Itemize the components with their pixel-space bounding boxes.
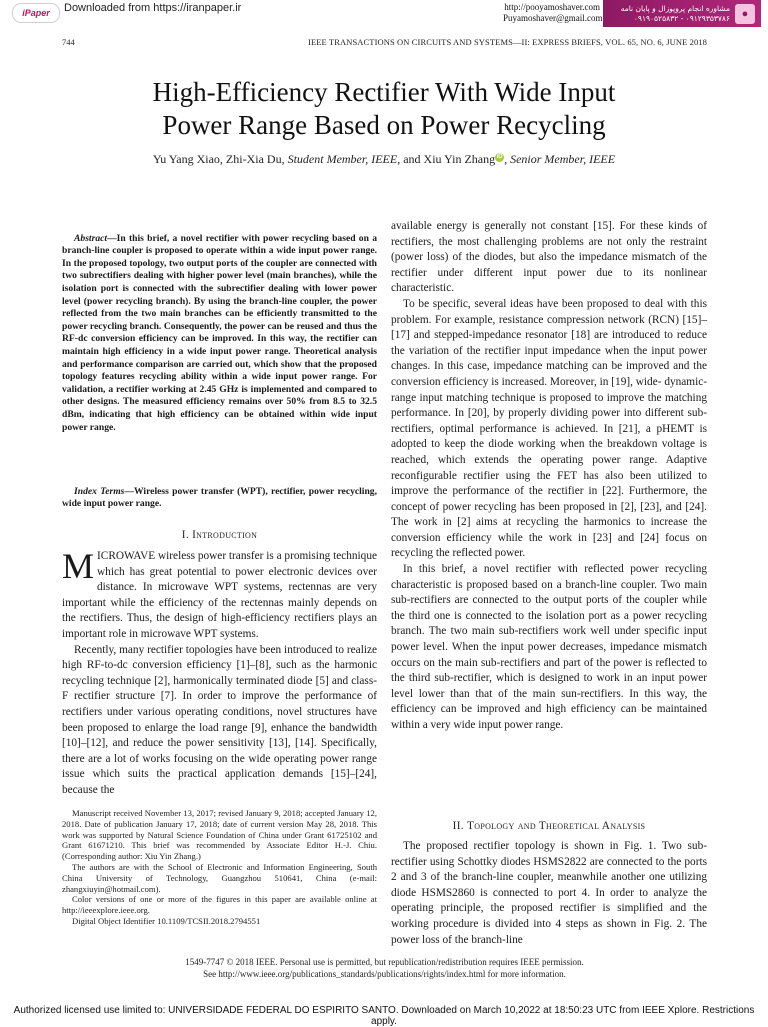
intro-p1-text: ICROWAVE wireless power transfer is a promising technique which has great potential to power electronic devices over distance. In microwave WPT systems, rectennas are very important while the efficiency of the rectennas mainly depends on the rectifiers. Thus, the design of high-efficiency rectifiers plays an important role in microwave WPT systems. <box>62 550 377 640</box>
section-2-body <box>391 839 707 948</box>
right-column <box>391 219 707 734</box>
abstract <box>62 223 377 444</box>
index-terms-lead: Index Terms <box>74 485 125 497</box>
section-1-title: Introduction <box>192 529 258 541</box>
authors-names-1: Yu Yang Xiao, Zhi-Xia Du, <box>152 152 288 166</box>
footnote <box>62 808 377 927</box>
section-1-heading <box>62 529 377 541</box>
section-1-numeral: I. <box>181 529 193 541</box>
copyright-line-2: See http://www.ieee.org/publications_standards/publications/rights/index.html for more information. <box>203 968 566 979</box>
paper-title <box>40 76 728 142</box>
footnote-doi: Digital Object Identifier 10.1109/TCSII.2018.2794551 <box>72 915 261 926</box>
dropcap-letter: M <box>62 546 95 586</box>
footnote-manuscript: Manuscript received November 13, 2017; revised January 9, 2018; accepted January 12, 2018. Date of publication January 17, 2018; date of current version May 28, 2018. This work was supported by Natural Science Foundation of China under Grant 61725102 and Grant 61671210. This brief was recommended by Associate Editor H.-J. Chiu. (Corresponding author: Xiu Yin Zhang.) <box>62 808 377 862</box>
ad-text <box>621 4 730 24</box>
author-membership-2: , Senior Member, IEEE <box>504 152 616 166</box>
journal-header: IEEE TRANSACTIONS ON CIRCUITS AND SYSTEMS—II: EXPRESS BRIEFS, VOL. 65, NO. 6, JUNE 2018 <box>308 37 707 47</box>
intro-paragraph-2: Recently, many rectifier topologies have been introduced to realize high RF-to-dc conversion efficiency [1]–[8], such as the harmonic recycling technique [2], harmonically terminated diode [5] and class-F rectifier structure [7]. In order to improve the performance of rectifiers under various operating conditions, novel structures have been proposed to enlarge the load range [9], enhance the bandwidth [10]–[12], and reduce the power sensitivity [13], [14]. Specifically, there are a lot of works focusing on the wide operating power range issue which suits the practical application demands [15]–[24], because the <box>62 643 377 796</box>
right-paragraph-1: available energy is generally not constant [15]. For these kinds of rectifiers, the most challenging problems are not only the restraint (power loss) of the diodes, but also the impedance mismatch of the rectifier under different input power due to its nonlinear characteristic. <box>391 220 707 295</box>
section-2-numeral: II. <box>452 820 468 832</box>
authorized-use-notice: Authorized licensed use limited to: UNIVERSIDADE FEDERAL DO ESPIRITO SANTO. Downloaded on March 10,2022 at 18:50:23 UTC from IEEE Xplore. Restrictions apply. <box>13 1005 755 1027</box>
author-membership-1: Student Member, IEEE <box>287 152 398 166</box>
contact-block <box>503 2 603 24</box>
title-line-1: High-Efficiency Rectifier With Wide Input <box>152 77 616 107</box>
contact-url: http://pooyamoshaver.com <box>504 2 600 12</box>
intro-paragraph-1 <box>62 546 377 643</box>
section-2-heading <box>391 820 707 832</box>
ad-banner <box>603 0 761 27</box>
right-paragraph-2: To be specific, several ideas have been proposed to deal with this problem. For example, resistance compression network (RCN) [15]–[17] and stepped-impedance resonator [18] are introduced to reduce the variation of the rectifier input impedance when the input power changes. In this case, impedance matching can be improved and the conversion efficiency is increased. Moreover, in [19], wide- dynamic-range input matching technique is proposed to improve the matching performance. In [20], by properly dividing power into different sub-rectifiers, optimal performance is achieved. In [21], a pHEMT is adopted to keep the diode working when the breakdown voltage is reached, which extends the operating power range. Adaptive reconfigurable rectifier using the FET has also been utilized to improve the performance of the rectifier in [22]. Furthermore, the concept of power recycling has been proposed in [2], [23], and [24]. The work in [2] aims at recycling the harmonics to increase the conversion efficiency while the work in [23] and [24] focus on recycling the reflected power. <box>391 297 707 560</box>
footnote-color-versions: Color versions of one or more of the figures in this paper are available online at http://ieeexplore.ieee.org. <box>62 894 377 916</box>
authors-names-2: , and Xiu Yin Zhang <box>397 152 496 166</box>
orcid-icon[interactable]: iD <box>496 154 503 160</box>
ad-line2: ۰۹۱۹۰۵۲۵۸۳۲ - ۰۹۱۲۹۳۵۳۷۸۶ <box>633 13 730 23</box>
footnote-affiliation: The authors are with the School of Electronic and Information Engineering, South China University of Technology, Guangzhou 510641, China (e-mail: zhangxiuyin@hotmail.com). <box>62 861 377 894</box>
title-line-2: Power Range Based on Power Recycling <box>162 110 606 140</box>
abstract-lead: Abstract <box>74 232 108 244</box>
section-2-title: Topology and Theoretical Analysis <box>467 820 646 832</box>
copyright-line-1: 1549-7747 © 2018 IEEE. Personal use is permitted, but republication/redistribution requires IEEE permission. <box>185 957 584 967</box>
iranpaper-logo <box>12 3 60 23</box>
downloaded-from-text: Downloaded from https://iranpaper.ir <box>64 2 242 14</box>
authors-line <box>40 152 728 167</box>
abstract-text: —In this brief, a novel rectifier with power recycling based on a branch-line coupler is proposed to operate within a wide input power range. In the proposed topology, two output ports of the coupler are connected with two subrectifiers dealing with higher power level (main branches), while the isolation port is connected with the subrectifier dealing with lower power level (power recycling branch). By using the branch-line coupler, the power reflected from the two main branches can be efficiently transmitted to the power recycling branch. Consequently, the power can be reused and thus the RF-dc conversion efficiency can be improved. In this way, the rectifier can maintain high efficiency in a wide input power range. Theoretical analysis and performance comparison are carried out, which show that the proposed topology features recycling ability within a wide input power range. For validation, a rectifier working at 2.45 GHz is implemented and compared to other designs. The measured efficiency remains over 50% from 8.5 to 32.5 dBm, indicating that high efficiency can be obtained within wide input power range. <box>62 232 377 433</box>
page-number: 744 <box>62 37 75 47</box>
index-terms <box>62 476 377 520</box>
ad-line1: مشاوره انجام پروپوزال و پایان نامه <box>620 3 730 13</box>
intro-body <box>62 546 377 799</box>
contact-email: Puyamoshaver@gmail.com <box>503 13 603 23</box>
copyright-notice <box>62 957 707 980</box>
graduation-cap-icon: ● <box>735 4 755 24</box>
section-2-paragraph-1: The proposed rectifier topology is shown in Fig. 1. Two sub-rectifier using Schottky diodes HSMS2822 are connected to the ports 2 and 3 of the branch-line coupler, meanwhile another one utilizing diode HSMS2860 is connected to port 4. In order to analyze the operating principle, the proposed rectifier is simplified and the working procedure is divided into 4 steps as shown in Fig. 2. The power loss of the branch-line <box>391 840 707 946</box>
index-terms-text: —Wireless power transfer (WPT), rectifier, power recycling, wide input power range. <box>62 485 377 510</box>
right-paragraph-3: In this brief, a novel rectifier with reflected power recycling characteristic is proposed based on a branch-line coupler. Two main sub-rectifiers are connected to the output ports of the coupler while the third one is connected to the isolation port as a power recycling branch. The two main sub-rectifiers work well under specific input power level. When the input power decreases, impedance mismatch occurs on the main sub-rectifiers and part of the power is reflected to the third sub-rectifier, which is designed to work in an input power level lower than that of the main sun-rectifiers. In this way, the efficiency can be improved and high efficiency can be maintained within a very wide input power range. <box>391 563 707 731</box>
logo-text: iPaper <box>22 8 50 18</box>
